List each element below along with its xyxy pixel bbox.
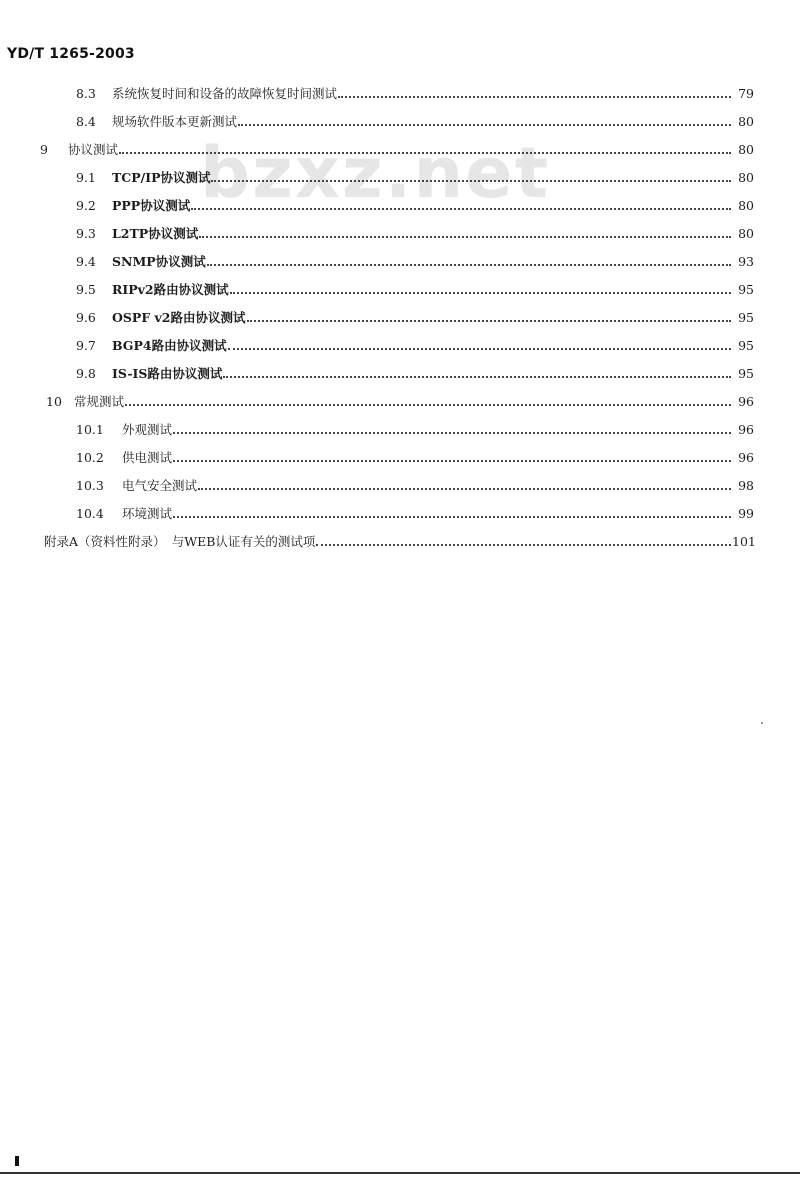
toc-entry-page: 96 [738, 394, 754, 409]
toc-entry-title: TCP/IP协议测试 [112, 170, 211, 185]
dot-leader [228, 348, 731, 350]
dot-leader [119, 152, 731, 154]
watermark: bzxz.net [200, 132, 551, 214]
roman-page-number-mark [15, 1156, 19, 1166]
dot-leader [199, 236, 731, 238]
dot-leader [173, 460, 731, 462]
toc-entry-number: 9 [40, 142, 48, 157]
toc-entry-8-3[interactable] [76, 80, 754, 102]
toc-entry-number: 9.8 [76, 366, 96, 381]
toc-entry-number: 8.4 [76, 114, 96, 129]
scan-speck [761, 722, 763, 724]
toc-entry-number: 9.6 [76, 310, 96, 325]
toc-entry-9-6[interactable] [76, 304, 754, 326]
toc-entry-number: 10.4 [76, 506, 104, 521]
toc-entry-page: 80 [738, 170, 754, 185]
toc-entry-9-3[interactable] [76, 220, 754, 242]
toc-entry-page: 79 [738, 86, 754, 101]
dot-leader [316, 544, 731, 546]
toc-entry-title: 协议测试 [68, 142, 119, 157]
toc-entry-number: 10 [46, 394, 62, 409]
dot-leader [198, 488, 731, 490]
toc-entry-number: 9.2 [76, 198, 96, 213]
toc-entry-page: 95 [738, 310, 754, 325]
toc-entry-page: 80 [738, 142, 754, 157]
toc-entry-title: PPP协议测试 [112, 198, 191, 213]
toc-entry-9-7[interactable] [76, 332, 754, 354]
toc-entry-title: RIPv2路由协议测试 [112, 282, 229, 297]
toc-entry-page: 98 [738, 478, 754, 493]
toc-entry-9-4[interactable] [76, 248, 754, 270]
dot-leader [173, 516, 731, 518]
footer-rule [0, 1172, 800, 1174]
dot-leader [207, 264, 731, 266]
dot-leader [173, 432, 731, 434]
toc-entry-number: 10.2 [76, 450, 104, 465]
toc-entry-9-5[interactable] [76, 276, 754, 298]
toc-entry-page: 101 [732, 534, 756, 549]
dot-leader [211, 180, 731, 182]
toc-entry-9-2[interactable] [76, 192, 754, 214]
toc-entry-10[interactable] [46, 388, 754, 410]
toc-entry-10-4[interactable] [76, 500, 754, 522]
toc-entry-number: 9.5 [76, 282, 96, 297]
toc-entry-page: 95 [738, 282, 754, 297]
dot-leader [230, 292, 731, 294]
toc-entry-9[interactable] [40, 136, 754, 158]
toc-entry-page: 80 [738, 198, 754, 213]
dot-leader [125, 404, 731, 406]
toc-entry-9-8[interactable] [76, 360, 754, 382]
dot-leader [191, 208, 731, 210]
toc-entry-page: 93 [738, 254, 754, 269]
toc-entry-page: 95 [738, 338, 754, 353]
toc-entry-appendix-a[interactable] [44, 528, 754, 550]
toc-entry-title: 电气安全测试 [122, 478, 198, 493]
toc-entry-title: 外观测试 [122, 422, 173, 437]
toc-entry-9-1[interactable] [76, 164, 754, 186]
toc-entry-title: 规场软件版本更新测试 [112, 114, 238, 129]
toc-entry-10-3[interactable] [76, 472, 754, 494]
toc-entry-number: 9.4 [76, 254, 96, 269]
toc-entry-page: 80 [738, 114, 754, 129]
toc-entry-page: 96 [738, 450, 754, 465]
toc-entry-title: 常规测试 [74, 394, 125, 409]
toc-entry-page: 96 [738, 422, 754, 437]
toc-entry-title: SNMP协议测试 [112, 254, 206, 269]
toc-entry-title: 环境测试 [122, 506, 173, 521]
toc-entry-page: 80 [738, 226, 754, 241]
toc-entry-title: 供电测试 [122, 450, 173, 465]
toc-entry-number: 9.7 [76, 338, 96, 353]
toc-entry-10-2[interactable] [76, 444, 754, 466]
toc-entry-page: 99 [738, 506, 754, 521]
dot-leader [223, 376, 731, 378]
toc-entry-8-4[interactable] [76, 108, 754, 130]
toc-entry-title: OSPF v2路由协议测试 [112, 310, 246, 325]
dot-leader [238, 124, 731, 126]
toc-entry-number: 10.3 [76, 478, 104, 493]
toc-entry-title: BGP4路由协议测试 [112, 338, 227, 353]
toc-entry-10-1[interactable] [76, 416, 754, 438]
toc-entry-title: IS-IS路由协议测试 [112, 366, 223, 381]
toc-entry-page: 95 [738, 366, 754, 381]
toc-entry-number: 9.3 [76, 226, 96, 241]
toc-entry-title: 系统恢复时间和设备的故障恢复时间测试 [112, 86, 338, 101]
toc-entry-number: 9.1 [76, 170, 96, 185]
dot-leader [338, 96, 731, 98]
document-code: YD/T 1265-2003 [7, 46, 135, 62]
toc-entry-title: 附录A（资料性附录） 与WEB认证有关的测试项 [44, 534, 316, 549]
dot-leader [247, 320, 731, 322]
toc-entry-number: 8.3 [76, 86, 96, 101]
toc-entry-number: 10.1 [76, 422, 104, 437]
toc-entry-title: L2TP协议测试 [112, 226, 199, 241]
